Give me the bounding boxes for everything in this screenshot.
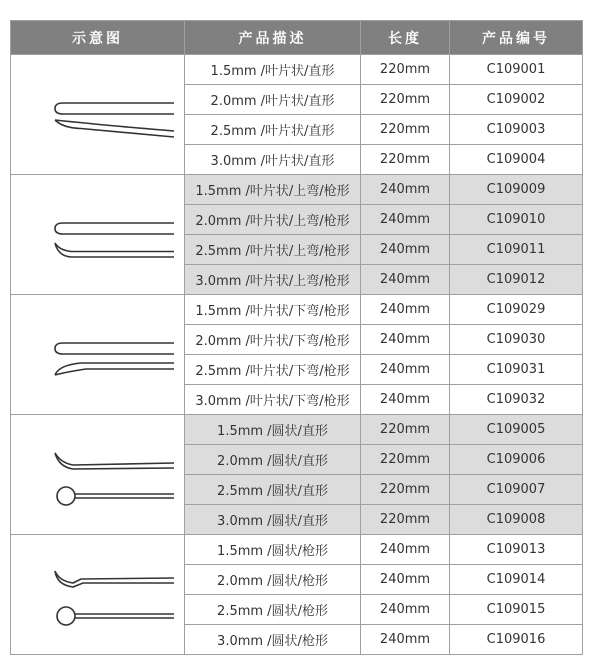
table-row [11, 295, 583, 325]
header-length: 长度 [361, 21, 450, 55]
length-cell: 240mm [361, 535, 450, 565]
length-cell: 220mm [361, 55, 450, 85]
description-cell: 3.0mm /叶片状/直形 [185, 145, 361, 175]
description-cell: 2.5mm /叶片状/上弯/枪形 [185, 235, 361, 265]
leaf-downcurved-bayonet-tip-icon [11, 297, 185, 413]
product-code-cell: C109029 [450, 295, 583, 325]
product-code-cell: C109016 [450, 625, 583, 655]
length-cell: 240mm [361, 295, 450, 325]
description-cell: 1.5mm /叶片状/直形 [185, 55, 361, 85]
length-cell: 240mm [361, 355, 450, 385]
product-code-cell: C109013 [450, 535, 583, 565]
diagram-cell [11, 415, 185, 535]
leaf-straight-tip-icon [11, 57, 185, 173]
table-row [11, 55, 583, 85]
length-cell: 240mm [361, 325, 450, 355]
description-cell: 3.0mm /圆状/直形 [185, 505, 361, 535]
leaf-upcurved-bayonet-tip-icon [11, 177, 185, 293]
product-code-cell: C109005 [450, 415, 583, 445]
description-cell: 1.5mm /圆状/直形 [185, 415, 361, 445]
description-cell: 2.5mm /圆状/枪形 [185, 595, 361, 625]
product-code-cell: C109010 [450, 205, 583, 235]
header-description: 产品描述 [185, 21, 361, 55]
product-code-cell: C109011 [450, 235, 583, 265]
product-spec-table [10, 20, 583, 655]
description-cell: 2.0mm /叶片状/上弯/枪形 [185, 205, 361, 235]
description-cell: 1.5mm /圆状/枪形 [185, 535, 361, 565]
table-row [11, 535, 583, 565]
length-cell: 240mm [361, 385, 450, 415]
length-cell: 220mm [361, 505, 450, 535]
description-cell: 2.0mm /叶片状/下弯/枪形 [185, 325, 361, 355]
length-cell: 240mm [361, 205, 450, 235]
product-code-cell: C109012 [450, 265, 583, 295]
length-cell: 220mm [361, 415, 450, 445]
description-cell: 2.0mm /圆状/枪形 [185, 565, 361, 595]
length-cell: 220mm [361, 475, 450, 505]
product-code-cell: C109006 [450, 445, 583, 475]
length-cell: 220mm [361, 445, 450, 475]
length-cell: 240mm [361, 595, 450, 625]
product-code-cell: C109032 [450, 385, 583, 415]
length-cell: 220mm [361, 145, 450, 175]
product-code-cell: C109003 [450, 115, 583, 145]
product-code-cell: C109004 [450, 145, 583, 175]
product-code-cell: C109002 [450, 85, 583, 115]
header-product-code: 产品编号 [450, 21, 583, 55]
diagram-cell [11, 175, 185, 295]
product-code-cell: C109030 [450, 325, 583, 355]
length-cell: 240mm [361, 235, 450, 265]
length-cell: 240mm [361, 265, 450, 295]
header-row [11, 21, 583, 55]
description-cell: 3.0mm /叶片状/上弯/枪形 [185, 265, 361, 295]
product-code-cell: C109009 [450, 175, 583, 205]
round-straight-tip-icon [11, 417, 185, 533]
diagram-cell [11, 55, 185, 175]
length-cell: 240mm [361, 565, 450, 595]
diagram-cell [11, 295, 185, 415]
product-code-cell: C109031 [450, 355, 583, 385]
length-cell: 220mm [361, 115, 450, 145]
round-bayonet-tip-icon [11, 537, 185, 653]
description-cell: 2.5mm /叶片状/下弯/枪形 [185, 355, 361, 385]
diagram-cell [11, 535, 185, 655]
table-row [11, 415, 583, 445]
header-diagram: 示意图 [11, 21, 185, 55]
description-cell: 3.0mm /叶片状/下弯/枪形 [185, 385, 361, 415]
table-body [11, 55, 583, 655]
description-cell: 2.0mm /圆状/直形 [185, 445, 361, 475]
description-cell: 2.0mm /叶片状/直形 [185, 85, 361, 115]
product-code-cell: C109001 [450, 55, 583, 85]
length-cell: 240mm [361, 175, 450, 205]
product-code-cell: C109015 [450, 595, 583, 625]
length-cell: 220mm [361, 85, 450, 115]
product-code-cell: C109008 [450, 505, 583, 535]
table-row [11, 175, 583, 205]
description-cell: 2.5mm /叶片状/直形 [185, 115, 361, 145]
description-cell: 3.0mm /圆状/枪形 [185, 625, 361, 655]
description-cell: 1.5mm /叶片状/上弯/枪形 [185, 175, 361, 205]
product-code-cell: C109007 [450, 475, 583, 505]
product-code-cell: C109014 [450, 565, 583, 595]
description-cell: 1.5mm /叶片状/下弯/枪形 [185, 295, 361, 325]
description-cell: 2.5mm /圆状/直形 [185, 475, 361, 505]
length-cell: 240mm [361, 625, 450, 655]
